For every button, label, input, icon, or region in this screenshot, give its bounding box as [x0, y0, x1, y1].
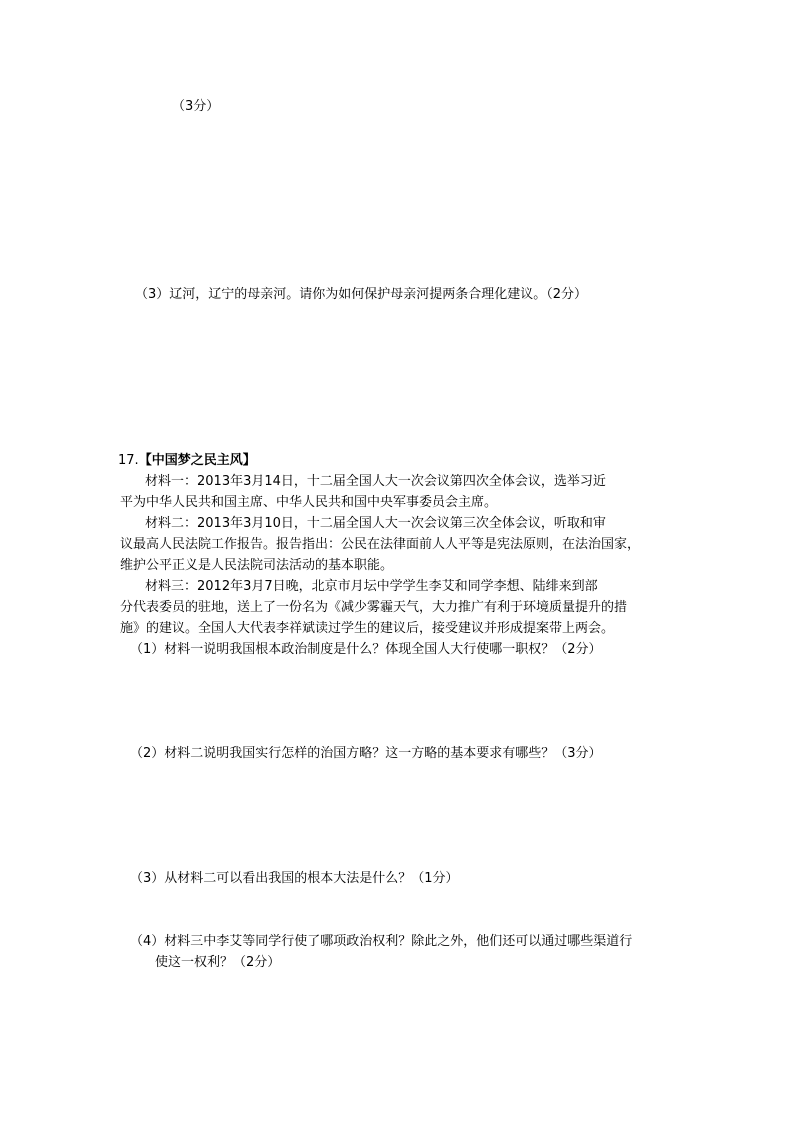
score-note-top: （3分）: [172, 99, 220, 114]
material-3-line-1: 材料三：2012年3月7日晚，北京市月坛中学学生李艾和同学李想、陆绯来到部: [145, 579, 598, 594]
material-1-line-1: 材料一：2013年3月14日，十二届全国人大一次会议第四次全体会议，选举习近: [145, 474, 606, 489]
question-17-1: （1）材料一说明我国根本政治制度是什么？体现全国人大行使哪一职权？（2分）: [130, 642, 602, 657]
question-title: 【中国梦之民主风】: [138, 453, 256, 468]
question-16-3: （3）辽河，辽宁的母亲河。请你为如何保护母亲河提两条合理化建议。（2分）: [135, 287, 588, 302]
question-17-heading: [118, 451, 256, 471]
question-17-2: （2）材料二说明我国实行怎样的治国方略？这一方略的基本要求有哪些？（3分）: [130, 746, 602, 761]
material-3-line-3: 施》的建议。全国人大代表李祥斌读过学生的建议后，接受建议并形成提案带上两会。: [120, 621, 615, 636]
material-3-line-2: 分代表委员的驻地，送上了一份名为《减少雾霾天气，大力推广有利于环境质量提升的措: [120, 600, 628, 615]
question-17-4-line-1: （4）材料三中李艾等同学行使了哪项政治权利？除此之外，他们还可以通过哪些渠道行: [130, 934, 633, 949]
material-1-line-2: 平为中华人民共和国主席、中华人民共和国中央军事委员会主席。: [120, 495, 498, 510]
question-17-4-line-2: 使这一权利？（2分）: [155, 955, 281, 970]
material-2-line-3: 维护公平正义是人民法院司法活动的基本职能。: [120, 558, 394, 573]
material-2-line-2: 议最高人民法院工作报告。报告指出：公民在法律面前人人平等是宪法原则，在法治国家，: [120, 537, 641, 552]
question-17-3: （3）从材料二可以看出我国的根本大法是什么？（1分）: [130, 871, 459, 886]
question-number: 17.: [118, 453, 139, 468]
material-2-line-1: 材料二：2013年3月10日，十二届全国人大一次会议第三次全体会议，听取和审: [145, 516, 606, 531]
